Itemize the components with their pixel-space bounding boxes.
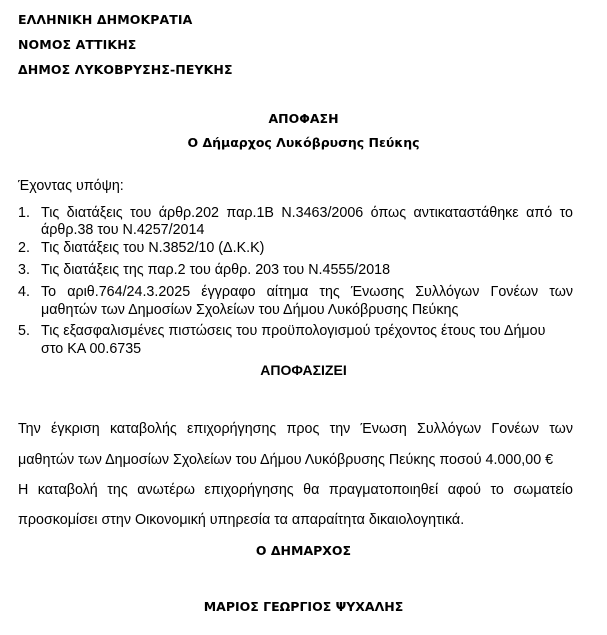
list-item-number: 5. xyxy=(18,323,30,339)
list-item-number: 1. xyxy=(18,205,30,221)
list-item-text: Τις διατάξεις του άρθρ.202 παρ.1Β Ν.3463/2006 όπως αντικαταστάθηκε από το xyxy=(41,205,573,221)
decision-heading: ΑΠΟΦΑΣΙΖΕΙ xyxy=(260,362,347,378)
signature-name: ΜΑΡΙΟΣ ΓΕΩΡΓΙΟΣ ΨΥΧΑΛΗΣ xyxy=(203,599,404,614)
decision-paragraph-2-cont: προσκομίσει στην Οικονομική υπηρεσία τα απαραίτητα δικαιολογητικά. xyxy=(18,512,465,528)
considering-intro: Έχοντας υπόψη: xyxy=(18,178,124,194)
list-item-number: 3. xyxy=(18,262,30,278)
list-item-number: 2. xyxy=(18,240,30,256)
list-item-text-cont: άρθρ.38 του Ν.4257/2014 xyxy=(41,222,205,238)
list-item-number: 4. xyxy=(18,284,30,300)
document-title: ΑΠΟΦΑΣΗ xyxy=(268,111,339,126)
signature-role: Ο ΔΗΜΑΡΧΟΣ xyxy=(255,543,352,558)
document-subtitle: Ο Δήμαρχος Λυκόβρυσης Πεύκης xyxy=(187,135,420,150)
list-item-text: Τις εξασφαλισμένες πιστώσεις του προϋπολογισμού τρέχοντος έτους του Δήμου xyxy=(41,323,546,339)
header-prefecture: ΝΟΜΟΣ ΑΤΤΙΚΗΣ xyxy=(18,37,137,52)
decision-paragraph-2: Η καταβολή της ανωτέρω επιχορήγησης θα πραγματοποιηθεί αφού το σωματείο xyxy=(18,482,573,498)
header-country: ΕΛΛΗΝΙΚΗ ΔΗΜΟΚΡΑΤΙΑ xyxy=(18,12,193,27)
decision-paragraph-1-cont: μαθητών των Δημοσίων Σχολείων του Δήμου Λυκόβρυσης Πεύκης ποσού 4.000,00 € xyxy=(18,452,554,468)
list-item-text: Το αριθ.764/24.3.2025 έγγραφο αίτημα της Ένωσης Συλλόγων Γονέων των xyxy=(41,284,573,300)
header-municipality: ΔΗΜΟΣ ΛΥΚΟΒΡΥΣΗΣ-ΠΕΥΚΗΣ xyxy=(18,62,233,77)
list-item-text-cont: στο ΚΑ 00.6735 xyxy=(41,341,142,357)
list-item-text: Τις διατάξεις της παρ.2 του άρθρ. 203 του Ν.4555/2018 xyxy=(41,262,391,278)
list-item-text: Τις διατάξεις του Ν.3852/10 (Δ.Κ.Κ) xyxy=(41,240,265,256)
decision-paragraph-1: Την έγκριση καταβολής επιχορήγησης προς την Ένωση Συλλόγων Γονέων των xyxy=(18,421,573,437)
list-item-text-cont: μαθητών των Δημοσίων Σχολείων του Δήμου Λυκόβρυσης Πεύκης xyxy=(41,302,459,318)
